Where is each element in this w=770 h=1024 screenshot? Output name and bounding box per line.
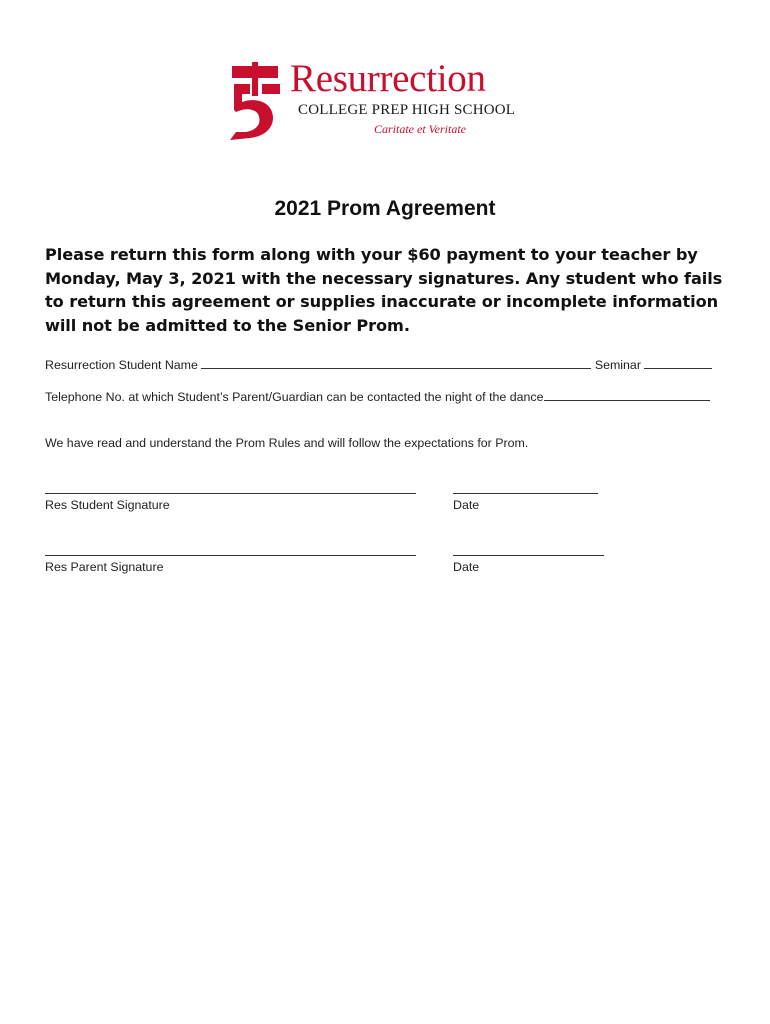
student-signature-line[interactable] bbox=[45, 493, 416, 494]
student-name-field[interactable] bbox=[201, 358, 591, 369]
student-date-line[interactable] bbox=[453, 493, 598, 494]
intro-line: Please return this form along with your $60 payment to your teacher by bbox=[45, 245, 698, 264]
intro-line: will not be admitted to the Senior Prom. bbox=[45, 315, 410, 335]
school-name: Resurrection bbox=[290, 57, 486, 100]
student-date-label: Date bbox=[453, 498, 480, 512]
school-crest-icon bbox=[228, 62, 292, 140]
parent-date-line[interactable] bbox=[453, 555, 604, 556]
telephone-label: Telephone No. at which Student’s Parent/Guardian can be contacted the night of the dance bbox=[45, 390, 544, 404]
parent-date-label: Date bbox=[453, 560, 480, 574]
intro-line: Monday, May 3, 2021 with the necessary signatures. Any student who fails bbox=[45, 268, 723, 288]
parent-signature-label: Res Parent Signature bbox=[45, 560, 164, 574]
telephone-row bbox=[45, 390, 710, 404]
school-logo bbox=[228, 57, 548, 142]
parent-signature-line[interactable] bbox=[45, 555, 416, 556]
school-motto: Caritate et Veritate bbox=[374, 122, 466, 136]
seminar-field[interactable] bbox=[644, 358, 712, 369]
student-signature-label: Res Student Signature bbox=[45, 498, 170, 512]
intro-paragraph bbox=[45, 243, 745, 337]
agreement-statement: We have read and understand the Prom Rules and will follow the expectations for Prom. bbox=[45, 436, 529, 450]
page-title: 2021 Prom Agreement bbox=[274, 197, 496, 220]
student-name-label: Resurrection Student Name bbox=[45, 358, 198, 372]
intro-line: to return this agreement or supplies inaccurate or incomplete information bbox=[45, 292, 719, 311]
seminar-label: Seminar bbox=[594, 358, 641, 372]
student-name-row bbox=[45, 358, 712, 372]
telephone-field[interactable] bbox=[544, 390, 710, 401]
school-subtitle: COLLEGE PREP HIGH SCHOOL bbox=[298, 102, 516, 118]
